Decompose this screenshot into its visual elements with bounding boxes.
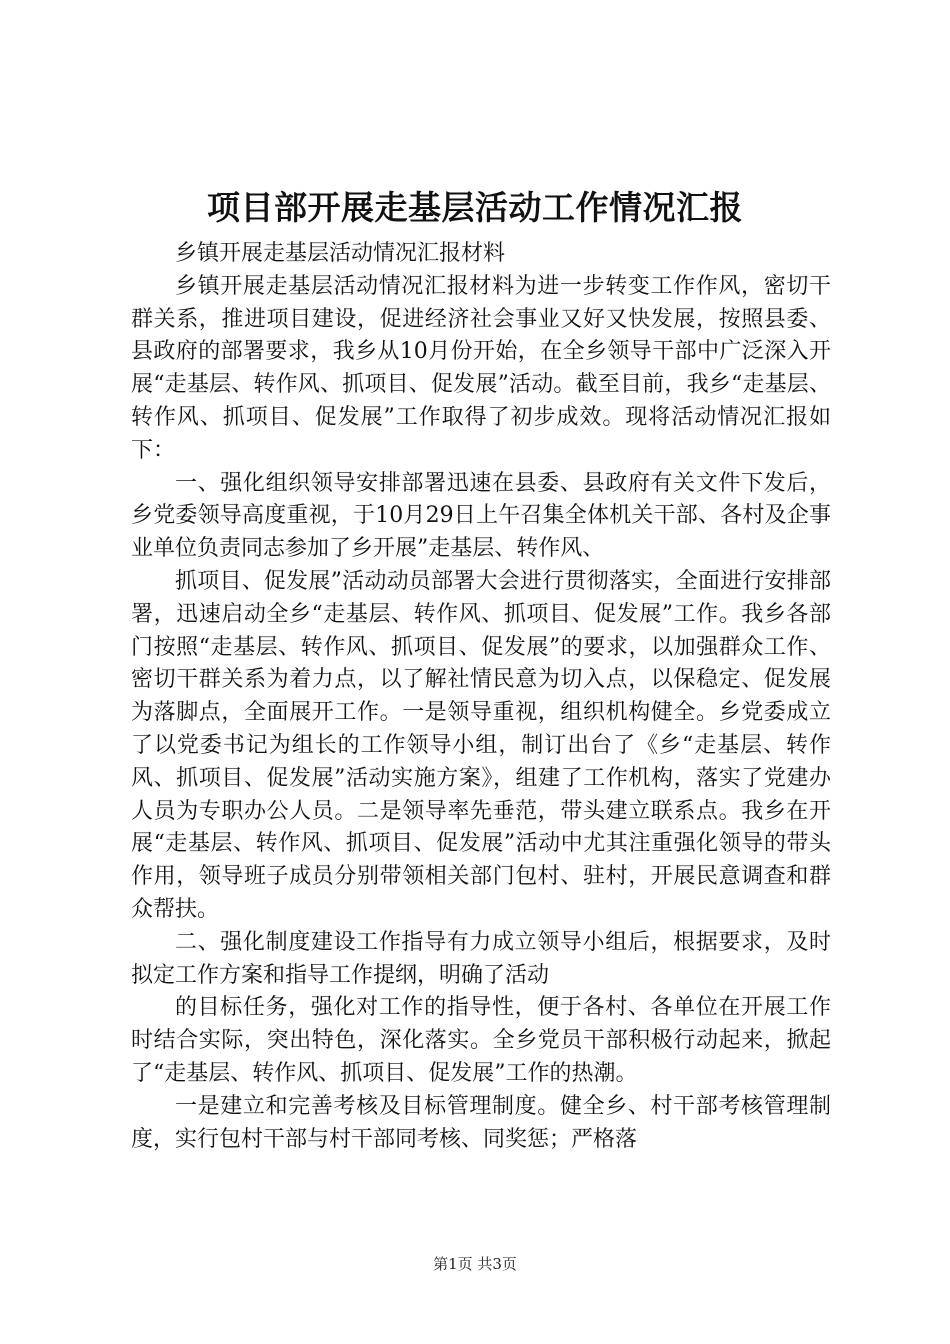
paragraph: 乡镇开展走基层活动情况汇报材料为进一步转变工作作风，密切干群关系，推进项目建设，促进经济社会事业又好又快发展，按照县委、县政府的部署要求，我乡从10月份开始，在全乡领导干部中广泛深入开展“走基层、转作风、抓项目、促发展”活动。截至目前，我乡“走基层、转作风、抓项目、促发展”工作取得了初步成效。现将活动情况汇报如下： [131, 273, 831, 463]
paragraph: 的目标任务，强化对工作的指导性，便于各村、各单位在开展工作时结合实际，突出特色，深化落实。全乡党员干部积极行动起来，掀起了“走基层、转作风、抓项目、促发展”工作的热潮。 [131, 995, 831, 1086]
paragraph: 二、强化制度建设工作指导有力成立领导小组后，根据要求，及时拟定工作方案和指导工作提纲，明确了活动 [131, 929, 831, 988]
paragraph: 乡镇开展走基层活动情况汇报材料 [175, 241, 506, 266]
paragraph: 一是建立和完善考核及目标管理制度。健全乡、村干部考核管理制度，实行包村干部与村干部同考核、同奖惩；严格落 [131, 1093, 831, 1152]
document-body [131, 238, 831, 1156]
page-footer: 第1页 共3页 [433, 1255, 517, 1273]
document-title: 项目部开展走基层活动工作情况汇报 [207, 188, 743, 227]
paragraph: 一、强化组织领导安排部署迅速在县委、县政府有关文件下发后，乡党委领导高度重视，于10月29日上午召集全体机关干部、各村及企事业单位负责同志参加了乡开展”走基层、转作风、 [131, 470, 831, 562]
paragraph: 抓项目、促发展”活动动员部署大会进行贯彻落实，全面进行安排部署，迅速启动全乡“走基层、转作风、抓项目、促发展”工作。我乡各部门按照“走基层、转作风、抓项目、促发展”的要求，以加强群众工作、密切干群关系为着力点，以了解社情民意为切入点，以保稳定、促发展为落脚点，全面展开工作。一是领导重视，组织机构健全。乡党委成立了以党委书记为组长的工作领导小组，制订出台了《乡“走基层、转作风、抓项目、促发展”活动实施方案》，组建了工作机构，落实了党建办人员为专职办公人员。二是领导率先垂范，带头建立联系点。我乡在开展“走基层、转作风、抓项目、促发展”活动中尤其注重强化领导的带头作用，领导班子成员分别带领相关部门包村、驻村，开展民意调查和群众帮扶。 [131, 568, 831, 922]
